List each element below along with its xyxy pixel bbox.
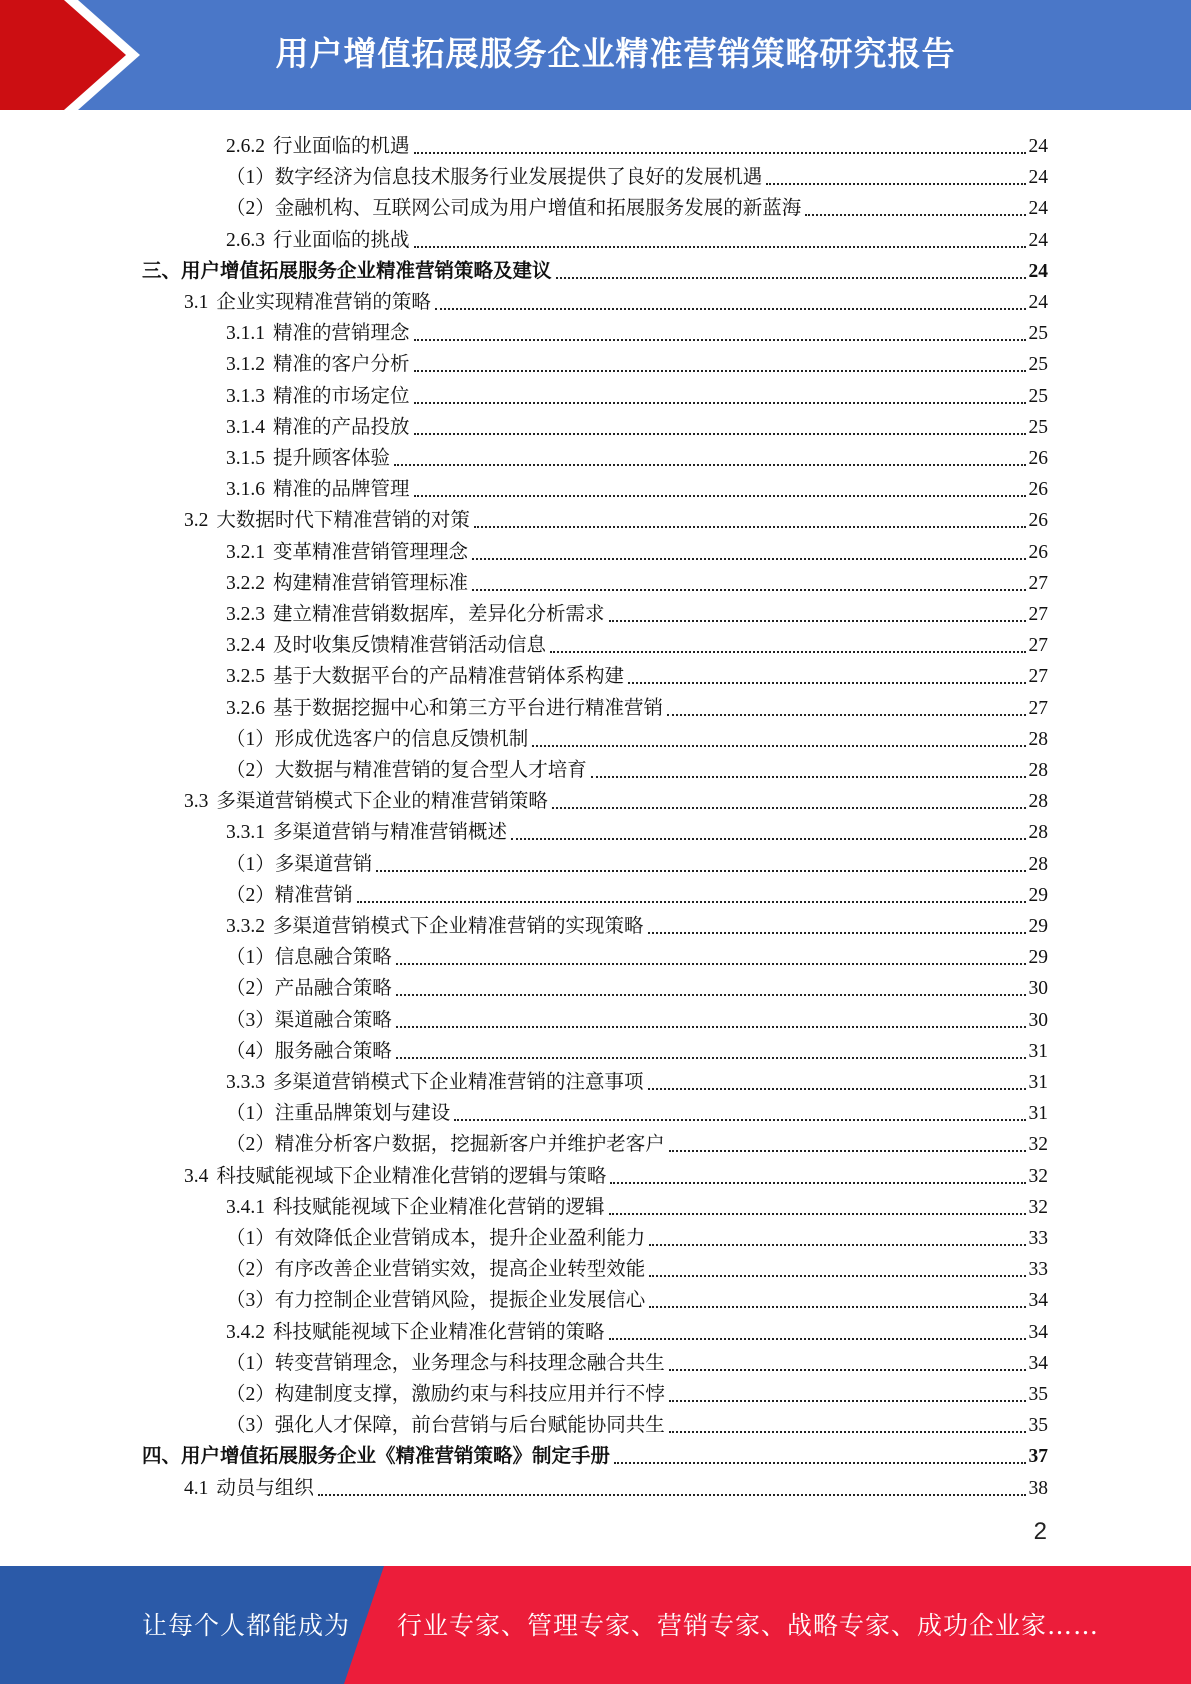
toc-dot-leader <box>414 495 1026 497</box>
toc-dot-leader <box>649 1275 1025 1277</box>
toc-entry-title: 构建精准营销管理标准 <box>273 572 469 594</box>
toc-entry-number: 3.4.1 <box>226 1196 265 1218</box>
toc-entry-page: 24 <box>1028 198 1048 220</box>
toc-dot-leader <box>667 714 1025 716</box>
toc-entry-page: 35 <box>1028 1384 1048 1405</box>
toc-entry[interactable] <box>226 596 1048 627</box>
toc-entry-page: 29 <box>1028 916 1048 937</box>
toc-entry-title: 多渠道营销与精准营销概述 <box>273 822 508 844</box>
toc-entry-page: 31 <box>1028 1103 1048 1125</box>
toc-entry-page: 24 <box>1028 292 1048 313</box>
toc-entry-page: 27 <box>1028 666 1048 688</box>
toc-dot-leader <box>414 433 1026 435</box>
toc-entry[interactable] <box>226 565 1048 596</box>
toc-entry-title: 提升顾客体验 <box>273 448 391 469</box>
toc-entry[interactable] <box>226 877 1048 908</box>
toc-dot-leader <box>414 339 1026 341</box>
toc-entry-title: 基于大数据平台的产品精准营销体系构建 <box>273 666 625 688</box>
toc-dot-leader <box>396 963 1026 965</box>
toc-entry-page: 28 <box>1028 853 1048 875</box>
toc-entry[interactable] <box>226 190 1048 221</box>
toc-entry-title: 用户增值拓展服务企业精准营销策略及建议 <box>181 260 552 282</box>
toc-entry-page: 24 <box>1028 136 1048 157</box>
toc-entry-title: 注重品牌策划与建设 <box>274 1103 451 1125</box>
toc-entry[interactable] <box>226 1376 1048 1407</box>
toc-entry-title: 大数据时代下精准营销的对策 <box>216 510 470 532</box>
toc-entry-page: 28 <box>1028 760 1048 781</box>
toc-entry-page: 26 <box>1028 448 1048 469</box>
toc-entry-number: （1） <box>226 1352 275 1374</box>
toc-dot-leader <box>472 558 1025 560</box>
toc-entry-title: 科技赋能视域下企业精准化营销的逻辑 <box>273 1196 605 1218</box>
toc-entry[interactable] <box>226 1282 1048 1313</box>
toc-entry[interactable] <box>226 1033 1048 1064</box>
footer-roles: 行业专家、管理专家、营销专家、战略专家、成功企业家…… <box>397 1611 1100 1640</box>
toc-entry-number: 3.3 <box>184 791 209 813</box>
toc-entry[interactable] <box>226 222 1048 253</box>
toc-entry[interactable] <box>226 721 1048 752</box>
toc-entry-page: 24 <box>1028 229 1048 251</box>
toc-entry-page: 24 <box>1028 167 1048 189</box>
toc-dot-leader <box>376 870 1025 872</box>
toc-entry[interactable] <box>184 783 1048 814</box>
toc-entry-title: 建立精准营销数据库，差异化分析需求 <box>273 604 605 625</box>
toc-dot-leader <box>472 589 1025 591</box>
toc-entry-number: 3.2.6 <box>226 697 265 719</box>
toc-dot-leader <box>357 901 1026 903</box>
toc-entry-number: （3） <box>226 1415 275 1437</box>
toc-entry-title: 有序改善企业营销实效，提高企业转型效能 <box>274 1259 646 1281</box>
toc-entry[interactable] <box>226 1251 1048 1282</box>
toc-entry-page: 27 <box>1028 697 1048 719</box>
toc-entry[interactable] <box>226 752 1048 783</box>
toc-entry-page: 27 <box>1028 572 1048 594</box>
toc-entry-title: 变革精准营销管理理念 <box>273 541 469 563</box>
toc-entry-page: 26 <box>1028 479 1048 501</box>
toc-entry-number: 3.2.2 <box>226 572 265 594</box>
toc-entry-title: 精准的品牌管理 <box>273 479 410 501</box>
toc-entry-number: 3.3.2 <box>226 916 265 937</box>
toc-entry-number: （1） <box>226 1228 275 1249</box>
toc-entry-page: 27 <box>1028 635 1048 657</box>
toc-entry-page: 38 <box>1028 1477 1048 1499</box>
toc-entry-number: 3.4.2 <box>226 1321 265 1343</box>
toc-entry-number: （2） <box>226 884 275 906</box>
toc-dot-leader <box>511 838 1025 840</box>
toc-entry[interactable] <box>226 690 1048 721</box>
page-number: 2 <box>1033 1518 1047 1545</box>
toc-entry-number: 3.3.1 <box>226 822 265 844</box>
toc-entry[interactable] <box>226 1126 1048 1157</box>
toc-entry[interactable] <box>226 1064 1048 1095</box>
toc-entry-title: 强化人才保障，前台营销与后台赋能协同共生 <box>274 1415 665 1437</box>
toc-dot-leader <box>628 682 1025 684</box>
toc-entry-number: （2） <box>226 978 275 1000</box>
toc-entry-number: 3.2.1 <box>226 541 265 563</box>
toc-dot-leader <box>649 1244 1025 1246</box>
toc-entry-title: 多渠道营销 <box>274 853 373 875</box>
toc-entry[interactable] <box>184 1158 1048 1189</box>
toc-entry-title: 多渠道营销模式下企业的精准营销策略 <box>216 791 548 813</box>
toc-entry-number: （3） <box>226 1009 275 1031</box>
toc-entry-page: 34 <box>1028 1321 1048 1343</box>
toc-entry-page: 25 <box>1028 323 1048 345</box>
toc-entry[interactable] <box>184 1470 1048 1501</box>
toc-entry-page: 27 <box>1028 604 1048 625</box>
toc-entry-number: （1） <box>226 167 275 189</box>
toc-entry-page: 26 <box>1028 510 1048 532</box>
toc-entry-page: 35 <box>1028 1415 1048 1437</box>
toc-entry[interactable] <box>184 284 1048 315</box>
report-footer <box>0 1566 1191 1684</box>
toc-entry-page: 28 <box>1028 791 1048 813</box>
toc-entry-page: 32 <box>1028 1165 1048 1187</box>
toc-dot-leader <box>609 620 1026 622</box>
toc-entry-title: 科技赋能视域下企业精准化营销的逻辑与策略 <box>216 1165 607 1187</box>
toc-entry-title: 构建制度支撑，激励约束与科技应用并行不悖 <box>274 1384 665 1405</box>
toc-entry-title: 有力控制企业营销风险，提振企业发展信心 <box>274 1290 646 1312</box>
toc-entry[interactable] <box>226 159 1048 190</box>
toc-entry-number: 2.6.2 <box>226 136 265 157</box>
toc-entry-page: 31 <box>1028 1072 1048 1093</box>
toc-entry-title: 大数据与精准营销的复合型人才培育 <box>274 760 587 781</box>
toc-entry[interactable] <box>226 440 1048 471</box>
toc-entry-number: （1） <box>226 947 275 969</box>
toc-entry[interactable] <box>226 814 1048 845</box>
toc-entry[interactable] <box>226 939 1048 970</box>
toc-entry[interactable] <box>226 1220 1048 1251</box>
toc-dot-leader <box>610 1182 1025 1184</box>
toc-entry-page: 33 <box>1028 1259 1048 1281</box>
toc-dot-leader <box>454 1119 1025 1121</box>
toc-entry-title: 渠道融合策略 <box>274 1009 392 1031</box>
toc-entry-page: 25 <box>1028 416 1048 438</box>
toc-entry-page: 29 <box>1028 947 1048 969</box>
toc-entry[interactable] <box>226 1407 1048 1438</box>
toc-entry-title: 精准的产品投放 <box>273 416 410 438</box>
toc-entry-title: 精准分析客户数据，挖掘新客户并维护老客户 <box>274 1134 665 1156</box>
toc-entry-number: 3.1.4 <box>226 416 265 438</box>
toc-entry-number: 3.2.5 <box>226 666 265 688</box>
toc-entry-title: 精准的营销理念 <box>273 323 410 345</box>
toc-dot-leader <box>669 1369 1026 1371</box>
toc-dot-leader <box>318 1494 1026 1496</box>
toc-dot-leader <box>396 1026 1026 1028</box>
toc-dot-leader <box>649 1306 1025 1308</box>
toc-entry-page: 34 <box>1028 1352 1048 1374</box>
toc-entry-number: （1） <box>226 728 275 750</box>
toc-dot-leader <box>414 402 1026 404</box>
toc-entry-title: 行业面临的机遇 <box>273 136 410 157</box>
toc-entry[interactable] <box>226 128 1048 159</box>
toc-entry-number: 3.2.3 <box>226 604 265 625</box>
toc-entry-number: 三、 <box>142 260 182 282</box>
toc-entry[interactable] <box>142 253 1048 284</box>
toc-entry-title: 服务融合策略 <box>274 1040 392 1062</box>
toc-entry-page: 31 <box>1028 1040 1048 1062</box>
toc-entry-title: 行业面临的挑战 <box>273 229 410 251</box>
toc-entry[interactable] <box>226 1345 1048 1376</box>
toc-entry[interactable] <box>226 908 1048 939</box>
toc-entry[interactable] <box>226 1189 1048 1220</box>
toc-entry-page: 25 <box>1028 354 1048 376</box>
toc-entry-page: 26 <box>1028 541 1048 563</box>
toc-entry-title: 转变营销理念，业务理念与科技理念融合共生 <box>274 1352 665 1374</box>
toc-dot-leader <box>609 1213 1026 1215</box>
toc-dot-leader <box>435 308 1026 310</box>
toc-entry-number: 2.6.3 <box>226 229 265 251</box>
toc-entry-title: 精准的客户分析 <box>273 354 410 376</box>
toc-dot-leader <box>414 370 1026 372</box>
toc-entry[interactable] <box>226 1095 1048 1126</box>
toc-dot-leader <box>648 1088 1026 1090</box>
toc-dot-leader <box>766 183 1025 185</box>
toc-entry-page: 30 <box>1028 978 1048 1000</box>
toc-entry-number: 3.3.3 <box>226 1072 265 1093</box>
toc-entry-number: （2） <box>226 1259 275 1281</box>
toc-entry-title: 及时收集反馈精准营销活动信息 <box>273 635 547 657</box>
toc-entry-page: 37 <box>1028 1446 1048 1468</box>
toc-entry-number: 3.4 <box>184 1165 209 1187</box>
toc-entry-page: 28 <box>1028 822 1048 844</box>
toc-dot-leader <box>669 1431 1026 1433</box>
toc-dot-leader <box>550 651 1025 653</box>
toc-entry-number: （2） <box>226 760 275 781</box>
report-title: 用户增值拓展服务企业精准营销策略研究报告 <box>275 34 956 73</box>
toc-dot-leader <box>614 1462 1025 1464</box>
toc-entry-title: 形成优选客户的信息反馈机制 <box>274 728 529 750</box>
toc-entry-number: 3.1.3 <box>226 385 265 407</box>
footer-slogan: 让每个人都能成为 <box>142 1611 351 1640</box>
toc-dot-leader <box>591 776 1026 778</box>
toc-entry-page: 25 <box>1028 385 1048 407</box>
toc-entry-title: 精准营销 <box>274 884 353 906</box>
toc-dot-leader <box>532 745 1025 747</box>
toc-dot-leader <box>609 1338 1026 1340</box>
toc-entry-title: 动员与组织 <box>216 1477 314 1499</box>
toc-entry[interactable] <box>226 409 1048 440</box>
toc-dot-leader <box>805 214 1025 216</box>
toc-dot-leader <box>414 246 1026 248</box>
toc-entry-title: 信息融合策略 <box>274 947 392 969</box>
toc-entry-number: 3.1.2 <box>226 354 265 376</box>
toc-entry[interactable] <box>226 627 1048 658</box>
toc-dot-leader <box>414 152 1026 154</box>
toc-entry-title: 有效降低企业营销成本，提升企业盈利能力 <box>274 1228 646 1249</box>
toc-dot-leader <box>552 807 1026 809</box>
toc-entry-title: 数字经济为信息技术服务行业发展提供了良好的发展机遇 <box>274 167 763 189</box>
toc-entry[interactable] <box>226 970 1048 1001</box>
toc-entry[interactable] <box>184 502 1048 533</box>
toc-entry-page: 33 <box>1028 1228 1048 1249</box>
toc-entry[interactable] <box>226 846 1048 877</box>
toc-dot-leader <box>394 464 1025 466</box>
toc-entry-number: 3.2 <box>184 510 209 532</box>
toc-entry-page: 30 <box>1028 1009 1048 1031</box>
toc-entry-number: 3.1.6 <box>226 479 265 501</box>
toc-entry-page: 24 <box>1028 260 1048 282</box>
toc-entry-title: 多渠道营销模式下企业精准营销的实现策略 <box>273 916 644 937</box>
toc-entry[interactable] <box>226 346 1048 377</box>
toc-entry[interactable] <box>226 1002 1048 1033</box>
toc-entry-title: 科技赋能视域下企业精准化营销的策略 <box>273 1321 605 1343</box>
toc-entry-page: 29 <box>1028 884 1048 906</box>
toc-entry-number: （2） <box>226 1384 275 1405</box>
toc-dot-leader <box>474 526 1026 528</box>
toc-entry-title: 精准的市场定位 <box>273 385 410 407</box>
toc-entry-page: 32 <box>1028 1134 1048 1156</box>
toc-entry[interactable] <box>142 1438 1048 1469</box>
toc-entry-title: 基于数据挖掘中心和第三方平台进行精准营销 <box>273 697 664 719</box>
toc-entry-number: （3） <box>226 1290 275 1312</box>
toc-entry[interactable] <box>226 534 1048 565</box>
toc-dot-leader <box>396 1057 1026 1059</box>
toc-entry-number: （2） <box>226 1134 275 1156</box>
toc-entry-number: 4.1 <box>184 1477 209 1499</box>
toc-dot-leader <box>556 277 1026 279</box>
toc-entry[interactable] <box>226 471 1048 502</box>
toc-entry-number: （1） <box>226 853 275 875</box>
toc-dot-leader <box>648 932 1026 934</box>
report-header <box>0 0 1191 110</box>
toc-entry[interactable] <box>226 378 1048 409</box>
toc-entry-number: （4） <box>226 1040 275 1062</box>
toc-dot-leader <box>669 1150 1026 1152</box>
toc-entry-page: 28 <box>1028 728 1048 750</box>
toc-entry-number: 3.2.4 <box>226 635 265 657</box>
toc-entry-number: （1） <box>226 1103 275 1125</box>
toc-entry[interactable] <box>226 658 1048 689</box>
toc-entry-number: 3.1 <box>184 292 209 313</box>
toc-entry-title: 用户增值拓展服务企业《精准营销策略》制定手册 <box>181 1446 611 1468</box>
toc-entry-number: 3.1.1 <box>226 323 265 345</box>
toc-entry-number: 3.1.5 <box>226 448 265 469</box>
toc-entry-title: 产品融合策略 <box>274 978 392 1000</box>
toc-entry[interactable] <box>226 1314 1048 1345</box>
toc-entry-title: 多渠道营销模式下企业精准营销的注意事项 <box>273 1072 644 1093</box>
toc-entry-page: 34 <box>1028 1290 1048 1312</box>
toc-dot-leader <box>396 994 1026 996</box>
toc-entry-number: 四、 <box>142 1446 182 1468</box>
toc-entry-title: 企业实现精准营销的策略 <box>216 292 431 313</box>
toc-entry-number: （2） <box>226 198 275 220</box>
toc-dot-leader <box>669 1400 1026 1402</box>
toc-entry[interactable] <box>226 315 1048 346</box>
toc-entry-page: 32 <box>1028 1196 1048 1218</box>
toc-entry-title: 金融机构、互联网公司成为用户增值和拓展服务发展的新蓝海 <box>274 198 802 220</box>
